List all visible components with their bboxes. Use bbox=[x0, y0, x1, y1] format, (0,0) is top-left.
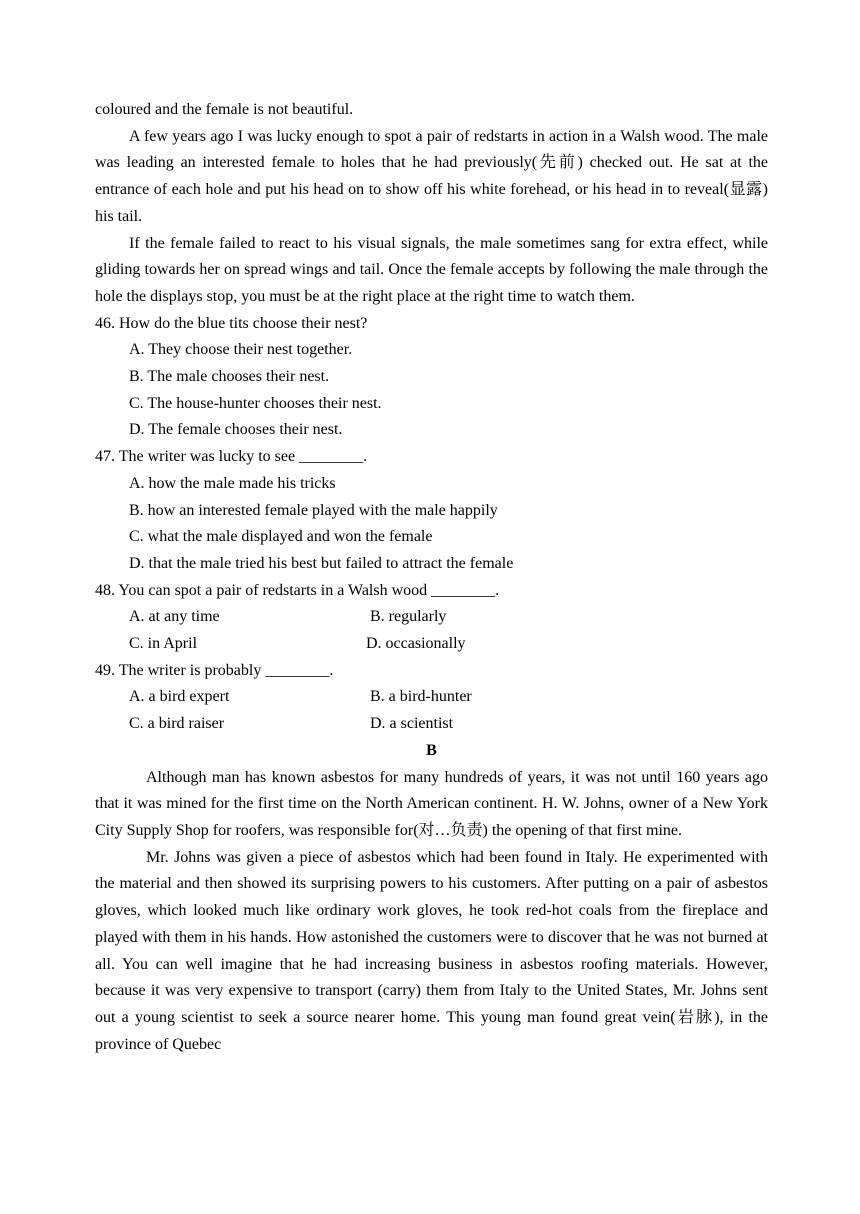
question-stem: 49. The writer is probably ________. bbox=[95, 661, 334, 679]
passage-b-paragraph-2: Mr. Johns was given a piece of asbestos which had been found in Italy. He experimented with the material and then showed its surprising powers to his customers. After putting on a pair of asbestos gloves, which looked much like ordinary work gloves, he took red-hot coals from the fireplace and played with them in his hands. How astonished the customers were to discover that he was not burned at all. You can well imagine that he had increasing business in asbestos roofing materials. However, because it was very expensive to transport (carry) them from Italy to the United States, Mr. Johns sent out a young scientist to seek a source nearer home. This young man found great vein(岩脉), in the province of Quebec bbox=[95, 848, 768, 1053]
question-47 bbox=[95, 444, 768, 578]
option-a: A. how the male made his tricks bbox=[129, 474, 336, 492]
document-body bbox=[95, 97, 768, 1058]
question-49 bbox=[95, 658, 768, 738]
passage-a-paragraph-1: A few years ago I was lucky enough to spot a pair of redstarts in action in a Walsh wood. The male was leading an interested female to holes that he had previously(先前) checked out. He sat at the entrance of each hole and put his head on to show off his white forehead, or his head in to reveal(显露) his tail. bbox=[95, 127, 768, 225]
passage-b-paragraph-1: Although man has known asbestos for many hundreds of years, it was not until 160 years ago that it was mined for the first time on the North American continent. H. W. Johns, owner of a New York City Supply Shop for roofers, was responsible for(对…负责) the opening of that first mine. bbox=[95, 768, 768, 839]
option-b: B. The male chooses their nest. bbox=[129, 368, 330, 386]
option-c: C. The house-hunter chooses their nest. bbox=[129, 394, 382, 412]
option-b: B. regularly bbox=[370, 608, 447, 626]
option-c: C. in April bbox=[129, 635, 198, 653]
passage-a-paragraph-0: coloured and the female is not beautiful. bbox=[95, 101, 354, 118]
option-d: D. occasionally bbox=[366, 635, 466, 653]
option-b: B. a bird-hunter bbox=[370, 688, 472, 706]
question-46 bbox=[95, 311, 768, 445]
option-d: D. a scientist bbox=[370, 715, 454, 733]
option-row bbox=[95, 604, 768, 631]
option-a: A. at any time bbox=[129, 608, 220, 626]
question-stem: 47. The writer was lucky to see ________. bbox=[95, 448, 368, 466]
question-stem: 48. You can spot a pair of redstarts in a Walsh wood ________. bbox=[95, 581, 500, 599]
option-a: A. They choose their nest together. bbox=[129, 341, 353, 359]
option-d: D. that the male tried his best but failed to attract the female bbox=[129, 554, 514, 572]
option-c: C. what the male displayed and won the female bbox=[129, 528, 433, 546]
option-c: C. a bird raiser bbox=[129, 715, 225, 733]
question-48 bbox=[95, 578, 768, 658]
section-heading: B bbox=[426, 741, 437, 759]
option-b: B. how an interested female played with the male happily bbox=[129, 501, 498, 519]
option-row bbox=[95, 711, 768, 738]
passage-a-paragraph-2: If the female failed to react to his visual signals, the male sometimes sang for extra effect, while gliding towards her on spread wings and tail. Once the female accepts by following the male through the hole the displays stop, you must be at the right place at the right time to watch them. bbox=[95, 234, 768, 305]
option-d: D. The female chooses their nest. bbox=[129, 421, 343, 439]
option-row bbox=[95, 631, 768, 658]
question-stem: 46. How do the blue tits choose their nest? bbox=[95, 314, 368, 332]
option-a: A. a bird expert bbox=[129, 688, 230, 706]
option-row bbox=[95, 684, 768, 711]
